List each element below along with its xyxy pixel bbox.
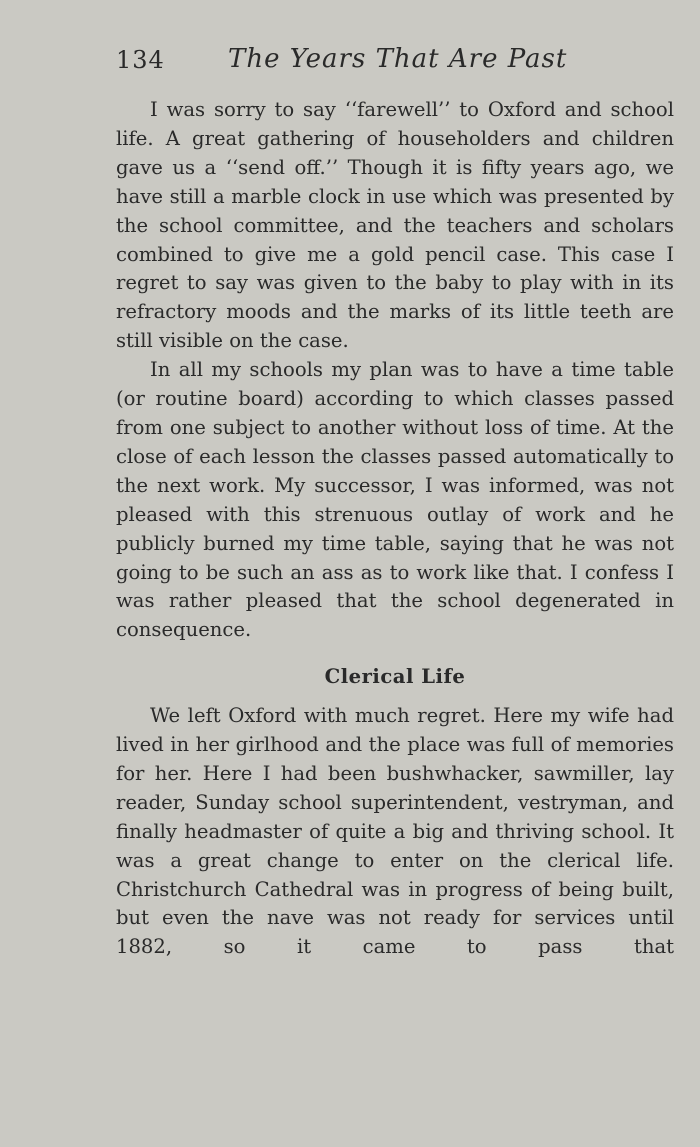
running-title: The Years That Are Past [228, 44, 568, 74]
page-header [116, 42, 576, 82]
page-number: 134 [116, 46, 165, 74]
paragraph: We left Oxford with much regret. Here my wife had lived in her girlhood and the place was full of memories for her. Here I had been bushwhacker, sawmiller, lay reader, Sunday school superintendent, vestryman, and finally headmaster of quite a big and thriving school. It was a great change to enter on the clerical life. Christchurch Cathedral was in progress of being built, but even the nave was not ready for services until 1882, so it came to pass that [116, 704, 674, 959]
paragraph: I was sorry to say ‘‘farewell’’ to Oxford and school life. A great gathering of householders and children gave us a ‘‘send off.’’ Though it is fifty years ago, we have still a marble clock in use which was presented by the school committee, and the teachers and scholars combined to give me a gold pencil case. This case I regret to say was given to the baby to play with in its refractory moods and the marks of its little teeth are still visible on the case. [116, 98, 674, 353]
paragraph: In all my schools my plan was to have a time table (or routine board) according to which classes passed from one subject to another without loss of time. At the close of each lesson the classes passed automatically to the next work. My successor, I was informed, was not pleased with this strenuous outlay of work and he publicly burned my time table, saying that he was not going to be such an ass as to work like that. I confess I was rather pleased that the school degenerated in consequence. [116, 358, 674, 642]
page-body [116, 96, 674, 962]
section-heading: Clerical Life [324, 665, 466, 689]
